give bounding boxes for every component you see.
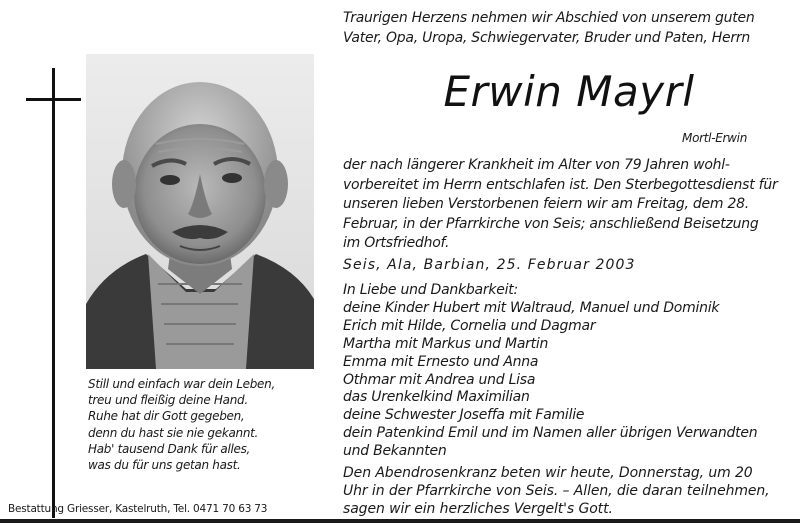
portrait-photo — [86, 54, 314, 369]
mourners-line: dein Patenkind Emil und im Namen aller übrigen Verwandten — [343, 425, 758, 442]
details-line: vorbereitet im Herrn entschlafen ist. Den Sterbegottesdienst für — [343, 176, 778, 193]
poem-line: Still und einfach war dein Leben, — [88, 377, 275, 391]
poem-line: Hab' tausend Dank für alles, — [88, 441, 251, 456]
mourners-line: Othmar mit Andrea und Lisa — [343, 371, 536, 388]
mourners-line: In Liebe und Dankbarkeit: — [343, 282, 518, 298]
mourners-line: Martha mit Markus und Martin — [343, 335, 549, 352]
closing-line: Den Abendrosenkranz beten wir heute, Donnerstag, um 20 — [343, 465, 753, 481]
deceased-name: Erwin Mayrl — [443, 67, 695, 116]
mourners-line: Erich mit Hilde, Cornelia und Dagmar — [343, 317, 596, 334]
details-line: der nach längerer Krankheit im Alter von 79 Jahren wohl- — [343, 157, 730, 173]
intro-line: Vater, Opa, Uropa, Schwiegervater, Bruder und Paten, Herrn — [343, 30, 751, 46]
intro-line: Traurigen Herzens nehmen wir Abschied von unserem guten — [343, 10, 755, 26]
details-line: im Ortsfriedhof. — [343, 235, 450, 251]
closing-line: Uhr in der Pfarrkirche von Seis. – Allen, die daran teilnehmen, — [343, 483, 770, 499]
poem-line: Ruhe hat dir Gott gegeben, — [88, 409, 245, 424]
portrait-image — [86, 54, 314, 369]
mourners-line: deine Schwester Joseffa mit Familie — [343, 407, 585, 424]
mourners-line: und Bekannten — [343, 443, 447, 460]
closing-line: sagen wir ein herzliches Vergelt's Gott. — [343, 501, 613, 517]
place-date-line: Seis, Ala, Barbian, 25. Februar 2003 — [343, 257, 636, 273]
mourners-line: das Urenkelkind Maximilian — [343, 389, 530, 406]
details-line: unseren lieben Verstorbenen feiern wir am Freitag, dem 28. — [343, 196, 749, 212]
poem-line: denn du hast sie nie gekannt. — [88, 425, 259, 440]
intro-text — [343, 8, 795, 48]
notice-text — [343, 8, 795, 517]
mourners-line: deine Kinder Hubert mit Waltraud, Manuel und Dominik — [343, 299, 720, 316]
poem-line: treu und fleißig deine Hand. — [88, 393, 248, 408]
mourners-list — [343, 282, 795, 461]
funeral-details — [343, 156, 795, 254]
cross-icon-horizontal — [26, 98, 81, 101]
rosary-announcement — [343, 464, 795, 518]
funeral-home-footer: Bestattung Griesser, Kastelruth, Tel. 0471 70 63 73 — [8, 503, 268, 515]
memorial-poem — [88, 376, 328, 473]
mourners-line: Emma mit Ernesto und Anna — [343, 353, 539, 370]
poem-line: was du für uns getan hast. — [88, 458, 241, 473]
details-line: Februar, in der Pfarrkirche von Seis; anschließend Beisetzung — [343, 215, 759, 232]
cross-icon-vertical — [52, 68, 55, 518]
deceased-nickname: Mortl-Erwin — [682, 131, 747, 145]
bottom-rule — [0, 519, 800, 523]
